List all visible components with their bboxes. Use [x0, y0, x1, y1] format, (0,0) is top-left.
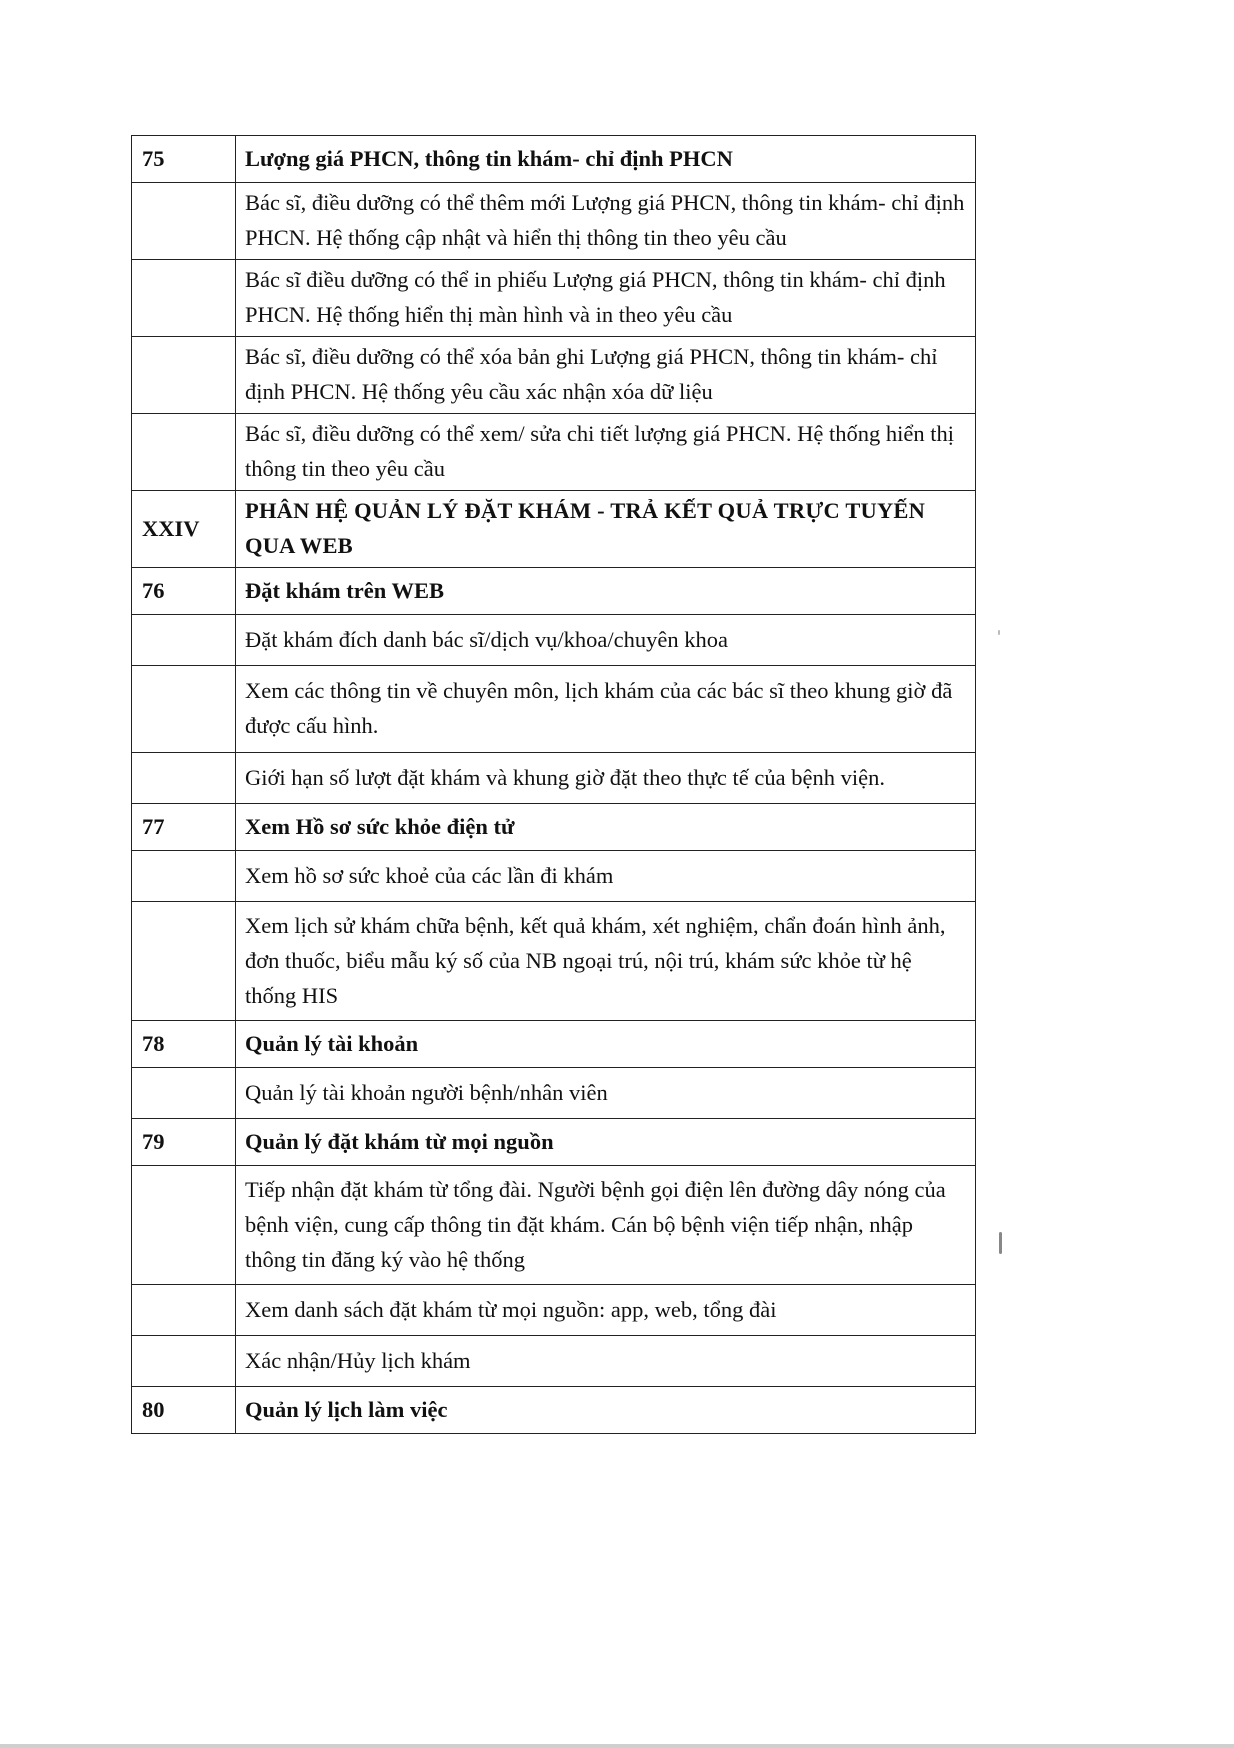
item-description: Xem hồ sơ sức khoẻ của các lần đi khám: [236, 851, 976, 902]
row-number: 78: [132, 1021, 236, 1068]
row-number: [132, 851, 236, 902]
row-number: 75: [132, 136, 236, 183]
item-description: Bác sĩ, điều dưỡng có thể xóa bản ghi Lượng giá PHCN, thông tin khám- chỉ định PHCN. Hệ thống yêu cầu xác nhận xóa dữ liệu: [236, 337, 976, 414]
item-description: Xem danh sách đặt khám từ mọi nguồn: app, web, tổng đài: [236, 1285, 976, 1336]
table-row-section-xxiv: [132, 491, 976, 568]
row-number: [132, 337, 236, 414]
row-number: [132, 666, 236, 753]
section-title: PHÂN HỆ QUẢN LÝ ĐẶT KHÁM - TRẢ KẾT QUẢ TRỰC TUYẾN QUA WEB: [236, 491, 976, 568]
feature-title: Quản lý đặt khám từ mọi nguồn: [236, 1119, 976, 1166]
table-row-feature-77: [132, 804, 976, 851]
row-number: [132, 753, 236, 804]
item-description: Xem lịch sử khám chữa bệnh, kết quả khám, xét nghiệm, chẩn đoán hình ảnh, đơn thuốc, biểu mẫu ký số của NB ngoại trú, nội trú, khám sức khỏe từ hệ thống HIS: [236, 902, 976, 1021]
item-description: Đặt khám đích danh bác sĩ/dịch vụ/khoa/chuyên khoa: [236, 615, 976, 666]
row-number: 80: [132, 1387, 236, 1434]
row-number: [132, 183, 236, 260]
table-row-feature-76: [132, 568, 976, 615]
table-row: [132, 902, 976, 1021]
table-row-feature-75: [132, 136, 976, 183]
item-description: Bác sĩ điều dưỡng có thể in phiếu Lượng giá PHCN, thông tin khám- chỉ định PHCN. Hệ thống hiển thị màn hình và in theo yêu cầu: [236, 260, 976, 337]
feature-title: Lượng giá PHCN, thông tin khám- chỉ định PHCN: [236, 136, 976, 183]
row-number: [132, 1285, 236, 1336]
table-row: [132, 414, 976, 491]
feature-title: Quản lý lịch làm việc: [236, 1387, 976, 1434]
table-row: [132, 753, 976, 804]
table-row: [132, 666, 976, 753]
table-row: [132, 1285, 976, 1336]
table-row: [132, 260, 976, 337]
table-row-feature-80: [132, 1387, 976, 1434]
table-row: [132, 1068, 976, 1119]
row-number: 79: [132, 1119, 236, 1166]
item-description: Bác sĩ, điều dưỡng có thể xem/ sửa chi tiết lượng giá PHCN. Hệ thống hiển thị thông tin theo yêu cầu: [236, 414, 976, 491]
scan-speck-mark: [999, 1232, 1002, 1254]
row-number: 77: [132, 804, 236, 851]
row-number: [132, 1336, 236, 1387]
row-number: [132, 1166, 236, 1285]
section-number: XXIV: [132, 491, 236, 568]
item-description: Xem các thông tin về chuyên môn, lịch khám của các bác sĩ theo khung giờ đã được cấu hình.: [236, 666, 976, 753]
requirements-table: [131, 135, 976, 1434]
feature-title: Đặt khám trên WEB: [236, 568, 976, 615]
scan-speck-mark: [998, 630, 1000, 635]
item-description: Xác nhận/Hủy lịch khám: [236, 1336, 976, 1387]
row-number: 76: [132, 568, 236, 615]
table-row-feature-78: [132, 1021, 976, 1068]
row-number: [132, 414, 236, 491]
table-row: [132, 1166, 976, 1285]
table-row: [132, 337, 976, 414]
table-row: [132, 183, 976, 260]
table-row: [132, 851, 976, 902]
row-number: [132, 260, 236, 337]
item-description: Quản lý tài khoản người bệnh/nhân viên: [236, 1068, 976, 1119]
row-number: [132, 902, 236, 1021]
table-row: [132, 1336, 976, 1387]
item-description: Giới hạn số lượt đặt khám và khung giờ đặt theo thực tế của bệnh viện.: [236, 753, 976, 804]
row-number: [132, 1068, 236, 1119]
row-number: [132, 615, 236, 666]
scan-bottom-edge: [0, 1744, 1234, 1748]
item-description: Bác sĩ, điều dưỡng có thể thêm mới Lượng giá PHCN, thông tin khám- chỉ định PHCN. Hệ thống cập nhật và hiển thị thông tin theo yêu cầu: [236, 183, 976, 260]
table-row-feature-79: [132, 1119, 976, 1166]
item-description: Tiếp nhận đặt khám từ tổng đài. Người bệnh gọi điện lên đường dây nóng của bệnh viện, cung cấp thông tin đặt khám. Cán bộ bệnh viện tiếp nhận, nhập thông tin đăng ký vào hệ thống: [236, 1166, 976, 1285]
table-row: [132, 615, 976, 666]
feature-title: Quản lý tài khoản: [236, 1021, 976, 1068]
feature-title: Xem Hồ sơ sức khỏe điện tử: [236, 804, 976, 851]
